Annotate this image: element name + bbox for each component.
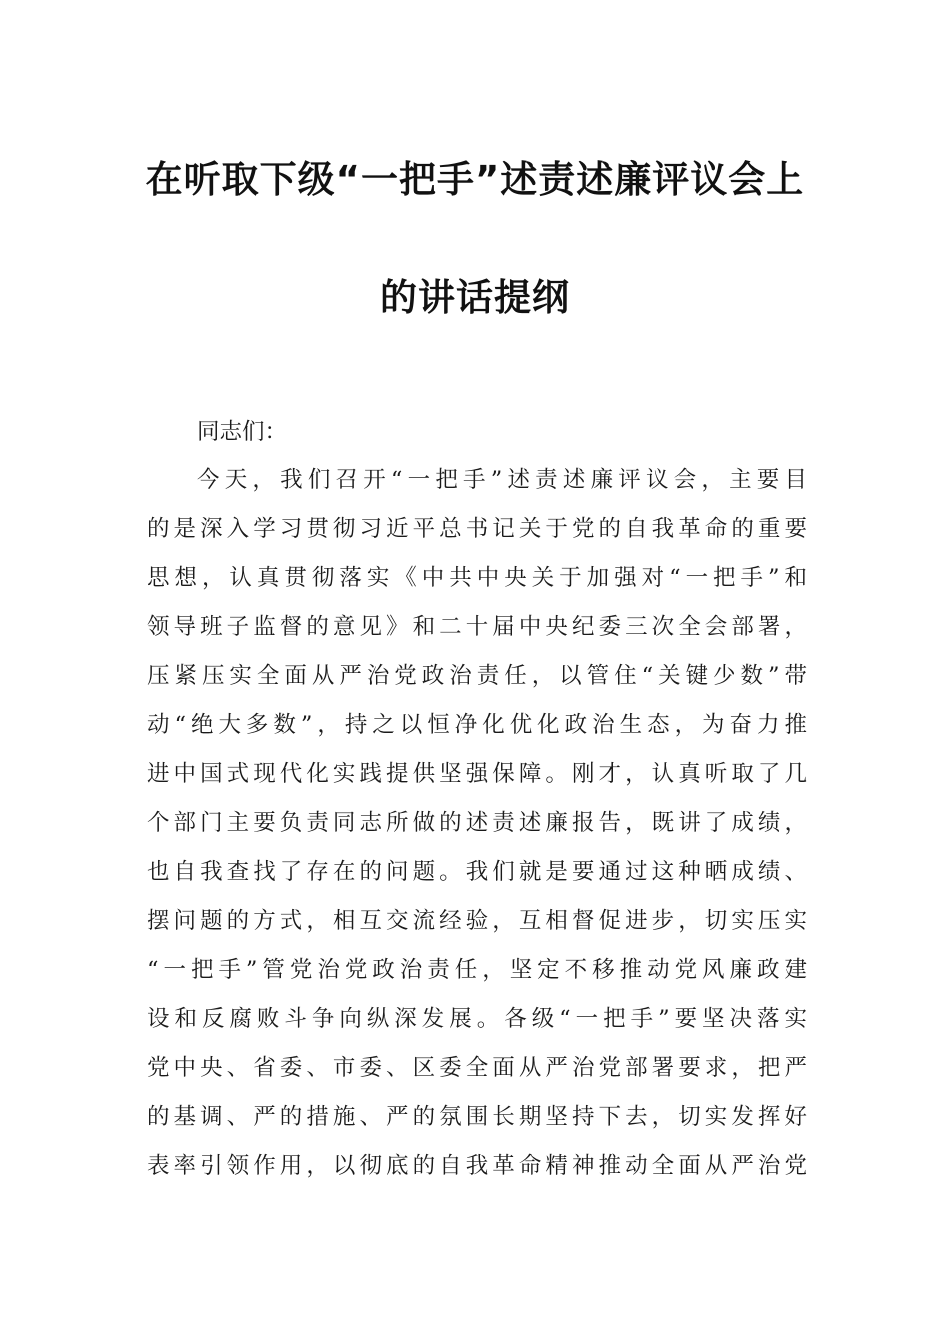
paragraph-line: 思想，认真贯彻落实《中共中央关于加强对“一把手”和 [147,565,807,591]
paragraph-line: 进中国式现代化实践提供坚强保障。刚才，认真听取了几 [147,761,807,787]
paragraph-line: 设和反腐败斗争向纵深发展。各级“一把手”要坚决落实 [147,1006,807,1032]
paragraph-line: 今天，我们召开“一把手”述责述廉评议会，主要目 [197,467,807,493]
paragraph-line: 的基调、严的措施、严的氛围长期坚持下去，切实发挥好 [147,1104,807,1130]
body-paragraph [147,460,807,1195]
paragraph-line: 压紧压实全面从严治党政治责任，以管住“关键少数”带 [147,663,807,689]
salutation: 同志们： [197,419,288,445]
paragraph-line: 党中央、省委、市委、区委全面从严治党部署要求，把严 [147,1055,807,1081]
paragraph-line: 摆问题的方式，相互交流经验，互相督促进步，切实压实 [147,908,807,934]
paragraph-line: “一把手”管党治党政治责任，坚定不移推动党风廉政建 [147,957,807,983]
document-title-line-2: 的讲话提纲 [380,276,570,319]
paragraph-line: 的是深入学习贯彻习近平总书记关于党的自我革命的重要 [147,516,807,542]
paragraph-line: 表率引领作用，以彻底的自我革命精神推动全面从严治党 [147,1153,807,1179]
document-title-line-1: 在听取下级“一把手”述责述廉评议会上 [145,158,805,201]
paragraph-line: 个部门主要负责同志所做的述责述廉报告，既讲了成绩， [147,810,807,836]
paragraph-line: 动“绝大多数”，持之以恒净化优化政治生态，为奋力推 [147,712,807,738]
paragraph-line: 也自我查找了存在的问题。我们就是要通过这种晒成绩、 [147,859,807,885]
paragraph-line: 领导班子监督的意见》和二十届中央纪委三次全会部署， [147,614,807,640]
